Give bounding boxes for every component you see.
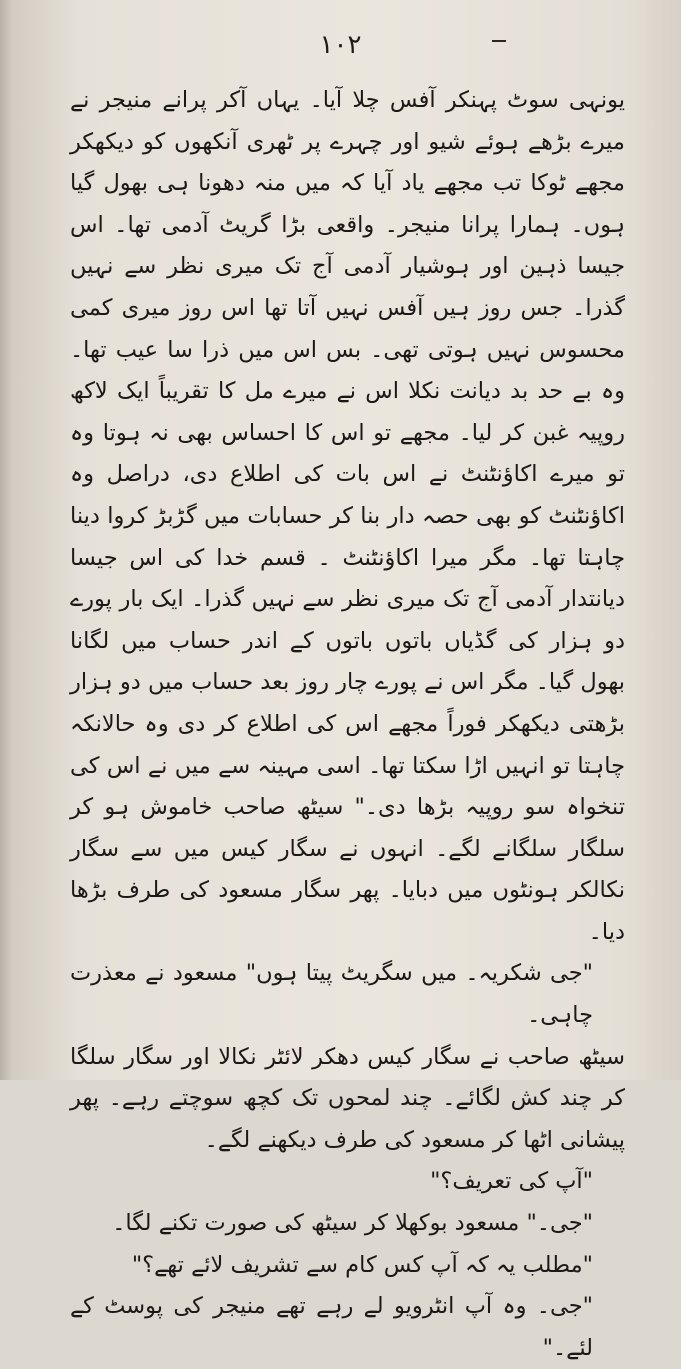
page-binding-shadow — [0, 0, 12, 1080]
dialogue-line: "آپ کی تعریف؟" — [430, 1168, 593, 1195]
paragraph: یونہی سوٹ پہنکر آفس چلا آیا۔ یہاں آکر پرانے منیجر نے میرے بڑھے ہوئے شیو اور چہرے پر ٹھری آنکھوں کو دیکھکر مجھے ٹوکا تب مجھے یاد آیا کہ میں منہ دھونا ہی بھول گیا ہوں۔ ہمارا پرانا منیجر۔ واقعی بڑا گریٹ آدمی تھا۔ اس جیسا ذہین اور ہوشیار آدمی آج تک میری نظر سے نہیں گذرا۔ جس روز ہیں آفس نہیں آتا تھا اس روز میری کمی محسوس نہیں ہوتی تھی۔ بس اس میں ذرا سا عیب تھا۔ وہ بے حد بد دیانت نکلا اس نے میرے مل کا تقریباً ایک لاکھ روپیہ غبن کر لیا۔ مجھے تو اس کا احساس بھی نہ ہوتا وہ تو میرے اکاؤنٹنٹ نے اس بات کی اطلاع دی، دراصل وہ اکاؤنٹنٹ کو بھی حصہ دار بنا کر حسابات میں گڑبڑ کروا دینا چاہتا تھا۔ مگر میرا اکاؤنٹنٹ ۔ قسم خدا کی اس جیسا دیانتدار آدمی آج تک میری نظر سے نہیں گذرا۔ ایک بار پورے دو ہزار کی گڈیاں باتوں باتوں کے اندر حساب میں لگانا بھول گیا۔ مگر اس نے پورے چار روز بعد حساب میں دو ہزار بڑھتی دیکھکر فوراً مجھے اس کی اطلاع کر دی وہ حالانکہ چاہتا تو انہیں اڑا سکتا تھا۔ اسی مہینہ سے میں نے اس کی تنخواہ سو روپیہ بڑھا دی۔" سیٹھ صاحب خاموش ہو کر سلگار سلگانے لگے۔ انہوں نے سگار کیس میں سے سگار نکالکر ہونٹوں میں دبایا۔ پھر سگار مسعود کی طرف بڑھا دیا۔ — [70, 87, 625, 945]
dialogue-line: "مطلب یہ کہ آپ کس کام سے تشریف لائے تھے؟" — [131, 1251, 593, 1278]
header-dash — [492, 40, 506, 42]
dialogue-line: "جی۔ وہ آپ انٹرویو لے رہے تھے منیجر کی پوسٹ کے لئے۔" — [70, 1293, 593, 1361]
page-number: ۱۰۲ — [319, 30, 362, 60]
dialogue-line: "جی۔" مسعود بوکھلا کر سیٹھ کی صورت تکنے لگا۔ — [112, 1210, 593, 1237]
dialogue-line: "جی شکریہ۔ میں سگریٹ پیتا ہوں" مسعود نے معذرت چاہی۔ — [70, 960, 593, 1029]
dialogue-line: سیٹھ صاحب نے سگار کیس دھکر لائٹر نکالا اور سگار سلگا کر چند کش لگائے۔ چند لمحوں تک کچھ سوچتے رہے۔ پھر پیشانی اٹھا کر مسعود کی طرف دیکھنے لگے۔ — [70, 1043, 625, 1153]
page-body-text — [70, 80, 625, 1369]
